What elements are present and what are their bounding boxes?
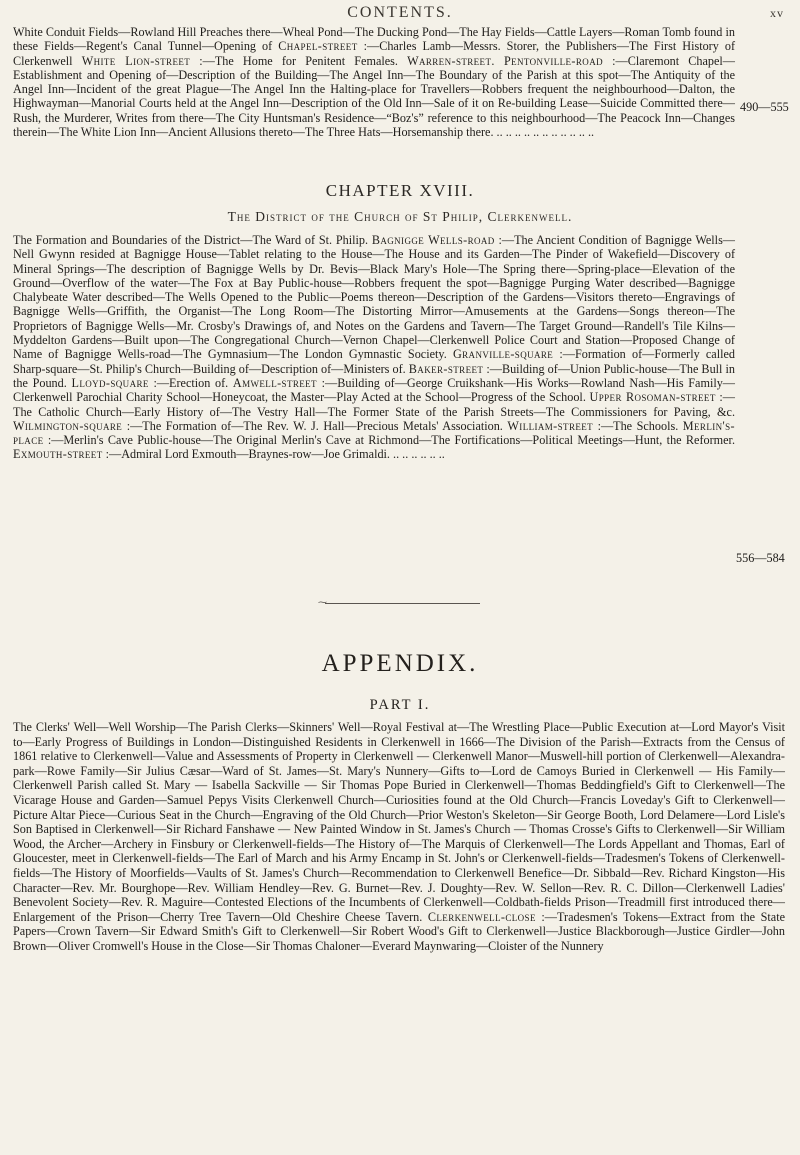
chapter-subtitle: The District of the Church of St Philip, Clerkenwell. bbox=[227, 209, 573, 224]
summary-text: :—The Formation of—The Rev. W. J. Hall—Precious Metals' Association. bbox=[122, 418, 508, 433]
summary-text: :—Building of—Union Public-house—The Bull in the Pound. bbox=[13, 361, 735, 390]
street-heading: Clerkenwell-close bbox=[427, 909, 536, 924]
street-heading: Lloyd-square bbox=[71, 375, 149, 390]
summary-text: :—Erection of. bbox=[148, 375, 233, 390]
street-heading: White Lion-street bbox=[81, 53, 191, 68]
street-heading: Wilmington-square bbox=[13, 418, 123, 433]
summary-text: :—The Schools. bbox=[593, 418, 683, 433]
leader-dots: .. .. .. .. .. .. .. .. .. .. .. bbox=[493, 125, 595, 140]
ornament-mark: ⁓ bbox=[318, 597, 327, 607]
street-heading: Upper Rosoman-street bbox=[589, 390, 716, 405]
summary-text: :—Claremont Chapel—Establishment and Opening of—Description of the Building—The Angel Inn—The Boundary of the Parish at this spot—The Antiquity of the Angel Inn—Incident of the great Plague—The Angel Inn the Halting-place for Travellers—Robbers frequent the neighbourhood—Dalton, the Highwayman—Manorial Courts held at the Angel Inn—Description of the Old Inn—Sale of it on Re-building Lease—Suicide Committed there—Rush, the Murderer, Writes from there—The City Huntsman's Residence—“Boz's” reference to this neighbourhood—The Peacock Inn—Changes therein—The White Lion Inn—Ancient Allusions thereto—The Three Hats—Horsemanship there. bbox=[13, 53, 735, 140]
summary-text: :—The Ancient Condition of Bagnigge Wells—Nell Gwynn resided at Bagnigge House—Tablet relating to the House—The House and its Garden—The Pinder of Wakefield—Discovery of Mineral Springs—The description of Bagnigge Wells by Dr. Bevis—Black Mary's Hole—The Spring there—Spring-place—Elevation of the Ground—Overflow of the water—The Fox at Bay Public-house—Robbers frequent the spot—Bagnigge Purging Water described—Bagnigge Chalybeate Water described—The Wells Opened to the Public—Poems thereon—Description of the Gardens—Visitors thereto—Engravings of Bagnigge Wells—Griffith, the Organist—The Long Room—The Distorting Mirror—Amusements at the Gardens—Songs thereon—The Proprietors of Bagnigge Wells—Mr. Crosby's Drawings of, and Notes on the Gardens and Tavern—The Target Ground—Randell's Tile Kilns—Myddelton Gardens—Built upon—The Congregational Church—Vernon Chapel—Clerkenwell Police Court and Station—Proposed Change of Name of Bagnigge Wells-road—The Gymnasium—The London Gymnastic Society. bbox=[13, 233, 735, 362]
street-heading: Merlin's-place bbox=[13, 418, 735, 448]
street-heading: Bagnigge Wells-road bbox=[371, 233, 495, 247]
street-heading: Exmouth-street bbox=[13, 447, 103, 462]
street-heading: Baker-street bbox=[408, 361, 484, 376]
street-heading: Pentonville-road bbox=[503, 53, 603, 68]
summary-text: White Conduit Fields—Rowland Hill Preaches there—Wheal Pond—The Ducking Pond—The Hay Fields—Cattle Layers—Roman Tomb found in these Fields—Regent's Canal Tunnel—Opening of bbox=[13, 25, 735, 54]
street-heading: Chapel-street bbox=[278, 39, 358, 54]
summary-text: :—Tradesmen's Tokens—Extract from the State Papers—Crown Tavern—Sir Edward Smith's Gift to Clerkenwell—Sir Robert Wood's Gift to Clerkenwell—Justice Blackborough—Justice Girdler—John Brown—Oliver Cromwell's House in the Close—Sir Thomas Chaloner—Everard Maynwaring—Cloister of the Nunnery bbox=[13, 909, 785, 953]
summary-text: The Formation and Boundaries of the District—The Ward of St. Philip. bbox=[13, 233, 372, 247]
chapter-summary bbox=[13, 233, 735, 462]
appendix-title: APPENDIX. bbox=[321, 650, 479, 677]
street-heading: Warren-street. bbox=[407, 53, 495, 68]
summary-text: :—Formation of—Formerly called Sharp-square—St. Philip's Church—Building of—Description of—Ministers of. bbox=[13, 347, 735, 376]
street-heading: Granville-square bbox=[452, 347, 554, 362]
appendix-summary bbox=[13, 720, 785, 954]
summary-text: :—Merlin's Cave Public-house—The Original Merlin's Cave at Richmond—The Fortifications—Political Meetings—Hunt, the Reformer. bbox=[43, 433, 735, 448]
summary-text: :—Building of—George Cruikshank—His Works—Rowland Nash—His Family—Clerkenwell Parochial Charity School—Honeycoat, the Master—Play Acted at the School—Progress of the School. bbox=[13, 375, 735, 405]
chapter-heading: CHAPTER XVIII. bbox=[325, 181, 475, 200]
page-number: xv bbox=[770, 6, 784, 20]
street-heading: Amwell-street bbox=[232, 375, 317, 390]
summary-text: :—Admiral Lord Exmouth—Braynes-row—Joe Grimaldi. bbox=[102, 447, 390, 462]
running-head: CONTENTS. bbox=[347, 4, 453, 21]
summary-text bbox=[495, 54, 504, 68]
street-heading: William-street bbox=[507, 418, 594, 433]
summary-text: The Clerks' Well—Well Worship—The Parish Clerks—Skinners' Well—Royal Festival at—The Wrestling Place—Public Execution at—Lord Mayor's Visit to—Early Progress of Buildings in London—Distinguished Residents in Clerkenwell in 1666—The Division of the Parish—Extracts from the Census of 1861 relative to Clerkenwell—Value and Assessments of Property in Clerkenwell — Clerkenwell Manor—Muswell-hill portion of Clerkenwell—Alexandra-park—Rowe Family—Sir Julius Cæsar—Ward of St. James—St. Mary's Nunnery—Gifts to—Lord de Camoys Buried in Clerkenwell — His Family—Clerkenwell Parish called St. Mary — Isabella Sackville — Sir Thomas Pope Buried in Clerkenwell—Thomas Beddingfield's Gift to Clerkenwell—The Vicarage House and Garden—Samuel Pepys Visits Clerkenwell Church—Curiosities found at the Old Church—Francis Loveday's Gift to Clerkenwell—Picture Altar Piece—Curious Seat in the Church—Engraving of the Old Church—Prior Weston's Skeleton—Sir George Booth, Lord Delamere—Lord Lisle's Son Baptised in Clerkenwell—Sir Richard Fanshawe — New Painted Window in St. James's Church — Thomas Crosse's Gifts to Clerkenwell—Sir William Wood, the Archer—Archery in Finsbury or Clerkenwell-fields—The History of—The Marquis of Clerkenwell—The Lords Appellant and Thomas, Earl of Gloucester, meet in Clerkenwell-fields—The Earl of March and his Army Encamp in St. John's or Clerkenwell-fields—Tradesmen's Tokens of Clerkenwell-fields—The History of Moorfields—Vaults of St. James's Church—Recommendation to Clerkenwell Benefice—Dr. Sibbald—Rev. Richard Kingston—His Character—Rev. Mr. Bourghope—Rev. William Hendley—Rev. G. Burnet—Rev. J. Doughty—Rev. W. Sellon—Rev. R. C. Dillon—Clerkenwell Ladies' Benevolent Society—Rev. R. Maguire—Contested Elections of the Incumbents of Clerkenwell—Coldbath-fields Prison—Treadmill first introduced there—Enlargement of the Prison—Cherry Tree Tavern—Old Cheshire Cheese Tavern. bbox=[13, 720, 785, 924]
summary-text: :—The Home for Penitent Females. bbox=[190, 53, 408, 68]
section-continued-summary bbox=[13, 25, 735, 139]
page-range: 556—584 bbox=[736, 551, 785, 565]
part-title: PART I. bbox=[369, 697, 431, 713]
summary-text: :—Charles Lamb—Messrs. Storer, the Publishers—The First History of Clerkenwell bbox=[13, 39, 735, 68]
page-range: 490—555 bbox=[740, 100, 789, 114]
section-divider bbox=[325, 603, 480, 604]
leader-dots: .. .. .. .. .. .. bbox=[389, 447, 445, 462]
summary-text: :—The Catholic Church—Early History of—The Vestry Hall—The Former State of the Parish Streets—The Commissioners for Paving, &c. bbox=[13, 390, 735, 419]
